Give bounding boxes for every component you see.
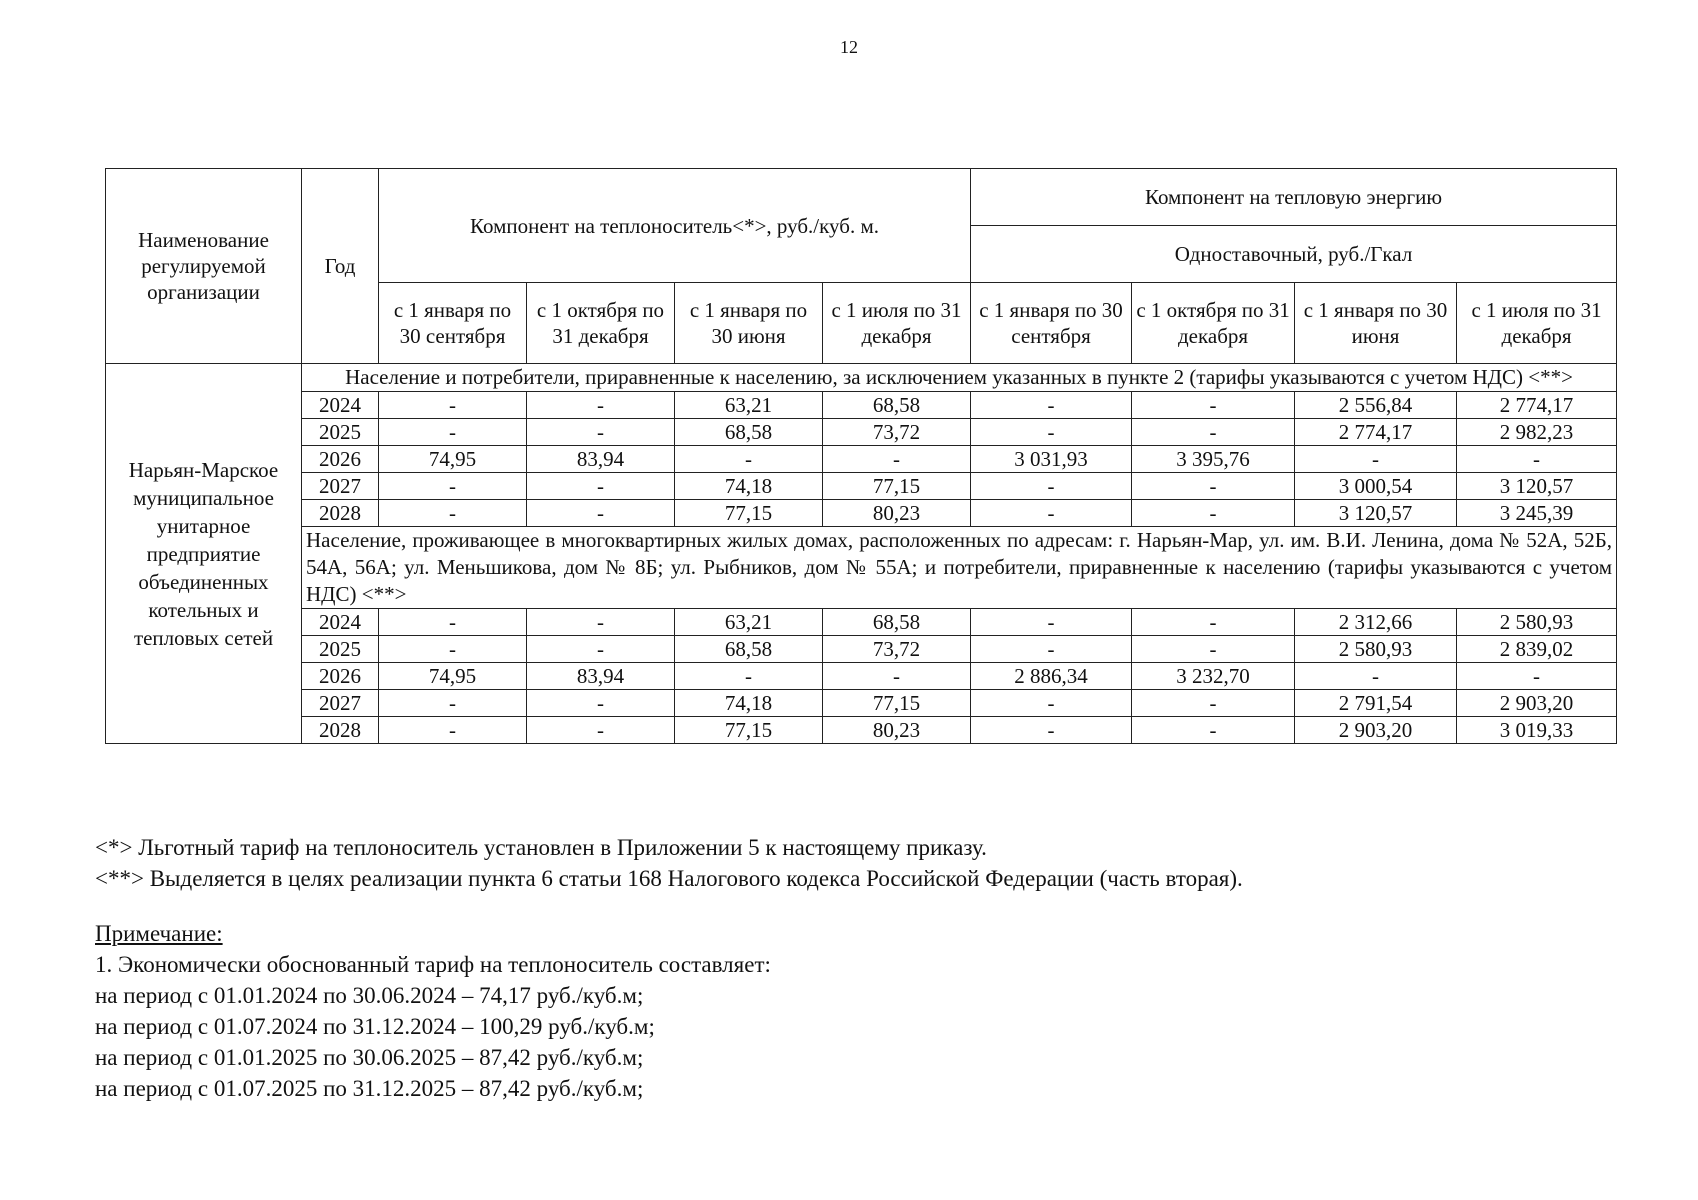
- tariff-value-cell: 77,15: [675, 717, 823, 744]
- note-line: 1. Экономически обоснованный тариф на теплоноситель составляет:: [95, 952, 771, 977]
- tariff-value-cell: 83,94: [527, 663, 675, 690]
- year-cell: 2024: [302, 392, 379, 419]
- footnotes: [95, 832, 1615, 894]
- tariff-value-cell: 2 312,66: [1295, 609, 1457, 636]
- tariff-value-cell: -: [379, 717, 527, 744]
- header-period: с 1 июля по 31 декабря: [823, 283, 971, 364]
- tariff-value-cell: -: [1132, 609, 1295, 636]
- tariff-value-cell: 2 556,84: [1295, 392, 1457, 419]
- table-row: [106, 690, 1617, 717]
- header-period: с 1 января по 30 сентября: [379, 283, 527, 364]
- table-row: [106, 500, 1617, 527]
- tariff-value-cell: 68,58: [675, 636, 823, 663]
- tariff-value-cell: -: [527, 690, 675, 717]
- tariff-value-cell: -: [971, 609, 1132, 636]
- year-cell: 2028: [302, 500, 379, 527]
- tariff-value-cell: 3 031,93: [971, 446, 1132, 473]
- tariff-value-cell: -: [971, 500, 1132, 527]
- section-title: Население и потребители, приравненные к населению, за исключением указанных в пункте 2 (тарифы указываются с учетом НДС) <**>: [302, 364, 1617, 392]
- notes-heading: Примечание:: [95, 921, 223, 946]
- tariff-value-cell: -: [971, 717, 1132, 744]
- header-period: с 1 января по 30 июня: [1295, 283, 1457, 364]
- tariff-value-cell: 74,95: [379, 446, 527, 473]
- tariff-value-cell: 73,72: [823, 419, 971, 446]
- tariff-value-cell: 3 120,57: [1457, 473, 1617, 500]
- tariff-value-cell: 74,95: [379, 663, 527, 690]
- tariff-value-cell: 2 903,20: [1295, 717, 1457, 744]
- year-cell: 2025: [302, 636, 379, 663]
- tariff-value-cell: 68,58: [823, 392, 971, 419]
- tariff-value-cell: 77,15: [823, 690, 971, 717]
- header-energy-component: Компонент на тепловую энергию: [971, 169, 1617, 226]
- organization-name: Нарьян-Марское муниципальное унитарное предприятие объединенных котельных и тепловых сетей: [106, 364, 302, 744]
- tariff-value-cell: -: [1457, 446, 1617, 473]
- tariff-value-cell: 2 886,34: [971, 663, 1132, 690]
- tariff-value-cell: 80,23: [823, 717, 971, 744]
- notes: [95, 918, 1615, 1104]
- tariff-value-cell: -: [379, 392, 527, 419]
- tariff-value-cell: -: [527, 419, 675, 446]
- tariff-value-cell: 68,58: [675, 419, 823, 446]
- table-row: [106, 717, 1617, 744]
- header-period: с 1 января по 30 сентября: [971, 283, 1132, 364]
- table-row: [106, 609, 1617, 636]
- tariff-value-cell: -: [1132, 392, 1295, 419]
- table-row: [106, 419, 1617, 446]
- tariff-value-cell: -: [971, 473, 1132, 500]
- tariff-value-cell: -: [1132, 500, 1295, 527]
- tariff-value-cell: 68,58: [823, 609, 971, 636]
- tariff-value-cell: -: [1295, 446, 1457, 473]
- tariff-value-cell: 77,15: [675, 500, 823, 527]
- tariff-value-cell: 80,23: [823, 500, 971, 527]
- tariff-value-cell: -: [971, 419, 1132, 446]
- tariff-value-cell: -: [379, 500, 527, 527]
- tariff-value-cell: 2 774,17: [1295, 419, 1457, 446]
- table-row: [106, 636, 1617, 663]
- tariff-value-cell: -: [527, 636, 675, 663]
- tariff-value-cell: -: [675, 663, 823, 690]
- year-cell: 2028: [302, 717, 379, 744]
- tariff-value-cell: 2 982,23: [1457, 419, 1617, 446]
- tariff-value-cell: -: [823, 663, 971, 690]
- header-period: с 1 октября по 31 декабря: [1132, 283, 1295, 364]
- year-cell: 2026: [302, 663, 379, 690]
- footnote: <**> Выделяется в целях реализации пункта 6 статьи 168 Налогового кодекса Российской Федерации (часть вторая).: [95, 866, 1243, 891]
- tariff-value-cell: 74,18: [675, 690, 823, 717]
- tariff-value-cell: -: [379, 636, 527, 663]
- tariff-value-cell: 2 580,93: [1457, 609, 1617, 636]
- tariff-value-cell: 2 774,17: [1457, 392, 1617, 419]
- tariff-value-cell: -: [1457, 663, 1617, 690]
- tariff-value-cell: 2 791,54: [1295, 690, 1457, 717]
- year-cell: 2027: [302, 690, 379, 717]
- tariff-value-cell: -: [1132, 717, 1295, 744]
- year-cell: 2027: [302, 473, 379, 500]
- page-number: 12: [840, 37, 858, 57]
- note-line: на период с 01.07.2024 по 31.12.2024 – 100,29 руб./куб.м;: [95, 1014, 655, 1039]
- tariff-value-cell: -: [527, 717, 675, 744]
- year-cell: 2025: [302, 419, 379, 446]
- tariff-value-cell: -: [971, 690, 1132, 717]
- tariff-value-cell: -: [379, 609, 527, 636]
- note-line: на период с 01.01.2024 по 30.06.2024 – 74,17 руб./куб.м;: [95, 983, 644, 1008]
- tariff-value-cell: -: [1295, 663, 1457, 690]
- tariff-value-cell: 83,94: [527, 446, 675, 473]
- table-body: [106, 364, 1617, 744]
- header-org-name: Наименование регулируемой организации: [106, 169, 302, 364]
- header-energy-single-rate: Одноставочный, руб./Гкал: [971, 226, 1617, 283]
- tariff-value-cell: 2 580,93: [1295, 636, 1457, 663]
- header-year: Год: [302, 169, 379, 364]
- tariff-value-cell: 74,18: [675, 473, 823, 500]
- tariff-value-cell: 2 839,02: [1457, 636, 1617, 663]
- tariff-value-cell: -: [1132, 473, 1295, 500]
- tariff-value-cell: -: [527, 473, 675, 500]
- header-period: с 1 октября по 31 декабря: [527, 283, 675, 364]
- tariff-value-cell: -: [527, 609, 675, 636]
- tariff-value-cell: 2 903,20: [1457, 690, 1617, 717]
- tariff-value-cell: 63,21: [675, 392, 823, 419]
- tariff-value-cell: -: [1132, 636, 1295, 663]
- section-title: Население, проживающее в многоквартирных жилых домах, расположенных по адресам: г. Нарьян-Мар, ул. им. В.И. Ленина, дома № 52А, 52Б, 54А, 56А; ул. Меньшикова, дом № 8Б; ул. Рыбников, дом № 55А; и потребители, приравненные к населению (тарифы указываются с учетом НДС) <**>: [302, 527, 1617, 609]
- table-row: [106, 473, 1617, 500]
- year-cell: 2026: [302, 446, 379, 473]
- tariff-value-cell: 3 395,76: [1132, 446, 1295, 473]
- tariff-value-cell: 3 000,54: [1295, 473, 1457, 500]
- tariff-value-cell: 63,21: [675, 609, 823, 636]
- tariff-value-cell: -: [1132, 690, 1295, 717]
- tariff-value-cell: -: [527, 500, 675, 527]
- header-coolant-component: Компонент на теплоноситель<*>, руб./куб. м.: [379, 169, 971, 283]
- tariff-value-cell: -: [379, 690, 527, 717]
- tariff-value-cell: -: [971, 392, 1132, 419]
- tariff-value-cell: 3 245,39: [1457, 500, 1617, 527]
- note-line: на период с 01.01.2025 по 30.06.2025 – 87,42 руб./куб.м;: [95, 1045, 644, 1070]
- tariff-value-cell: -: [1132, 419, 1295, 446]
- tariff-value-cell: 77,15: [823, 473, 971, 500]
- tariff-value-cell: 3 120,57: [1295, 500, 1457, 527]
- year-cell: 2024: [302, 609, 379, 636]
- note-line: на период с 01.07.2025 по 31.12.2025 – 87,42 руб./куб.м;: [95, 1076, 644, 1101]
- header-period: с 1 января по 30 июня: [675, 283, 823, 364]
- tariff-value-cell: -: [379, 419, 527, 446]
- table-row: [106, 392, 1617, 419]
- header-period: с 1 июля по 31 декабря: [1457, 283, 1617, 364]
- tariff-value-cell: -: [675, 446, 823, 473]
- table-row: [106, 446, 1617, 473]
- tariff-table: [105, 168, 1617, 744]
- tariff-value-cell: 73,72: [823, 636, 971, 663]
- tariff-value-cell: -: [527, 392, 675, 419]
- tariff-value-cell: 3 019,33: [1457, 717, 1617, 744]
- footnote: <*> Льготный тариф на теплоноситель установлен в Приложении 5 к настоящему приказу.: [95, 835, 987, 860]
- table-row: [106, 663, 1617, 690]
- tariff-value-cell: 3 232,70: [1132, 663, 1295, 690]
- tariff-value-cell: -: [971, 636, 1132, 663]
- tariff-value-cell: -: [379, 473, 527, 500]
- tariff-value-cell: -: [823, 446, 971, 473]
